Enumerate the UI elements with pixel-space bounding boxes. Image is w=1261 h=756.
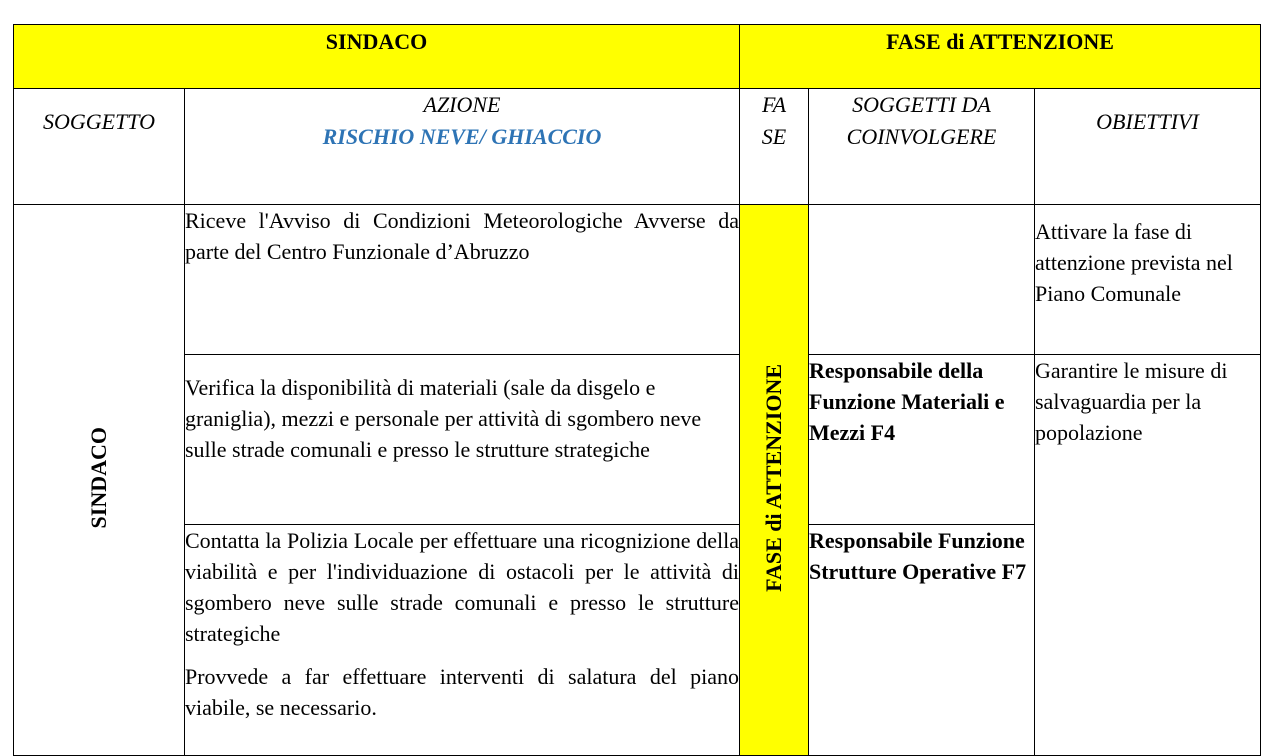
fase-vertical-label: FASE di ATTENZIONE bbox=[761, 363, 786, 592]
soggetti-line1: SOGGETTI DA bbox=[852, 92, 991, 117]
table-row bbox=[14, 205, 1261, 355]
soggetto-vertical-label: SINDACO bbox=[86, 426, 111, 529]
header-sindaco: SINDACO bbox=[14, 25, 740, 89]
table-row bbox=[14, 355, 1261, 525]
col-soggetti bbox=[809, 89, 1035, 205]
fase-line2: SE bbox=[761, 124, 787, 149]
col-soggetto: SOGGETTO bbox=[14, 89, 185, 205]
soggetti-cell: Responsabile della Funzione Materiali e Mezzi F4 bbox=[809, 355, 1035, 525]
soggetto-cell bbox=[14, 205, 185, 756]
obiettivi-cell: Attivare la fase di attenzione prevista nel Piano Comunale bbox=[1035, 205, 1261, 355]
soggetti-line2: COINVOLGERE bbox=[846, 124, 997, 149]
column-header-row bbox=[14, 89, 1261, 205]
col-fase bbox=[740, 89, 809, 205]
col-azione bbox=[185, 89, 740, 205]
fase-line1: FA bbox=[761, 92, 787, 117]
azione-cell: Verifica la disponibilità di materiali (sale da disgelo e graniglia), mezzi e personale per attività di sgombero neve sulle strade comunali e presso le strutture strategiche bbox=[185, 355, 740, 525]
header-row bbox=[14, 25, 1261, 89]
header-fase: FASE di ATTENZIONE bbox=[740, 25, 1261, 89]
procedure-table bbox=[13, 24, 1261, 756]
azione-cell: Contatta la Polizia Locale per effettuare una ricognizione della viabilità e per l'individuazione di ostacoli per le attività di sgombero neve sulle strade comunali e presso le strutture strategiche Provvede a far effettuare interventi di salatura del piano viabile, se necessario. bbox=[185, 525, 740, 756]
col-obiettivi: OBIETTIVI bbox=[1035, 89, 1261, 205]
azione-label: AZIONE bbox=[423, 92, 501, 117]
rischio-label: RISCHIO NEVE/ GHIACCIO bbox=[322, 124, 602, 149]
azione-cell: Riceve l'Avviso di Condizioni Meteorologiche Avverse da parte del Centro Funzionale d’Abruzzo bbox=[185, 205, 740, 355]
obiettivi-cell: Garantire le misure di salvaguardia per la popolazione bbox=[1035, 355, 1261, 756]
soggetti-cell bbox=[809, 205, 1035, 355]
fase-cell bbox=[740, 205, 809, 756]
soggetti-cell: Responsabile Funzione Strutture Operative F7 bbox=[809, 525, 1035, 756]
